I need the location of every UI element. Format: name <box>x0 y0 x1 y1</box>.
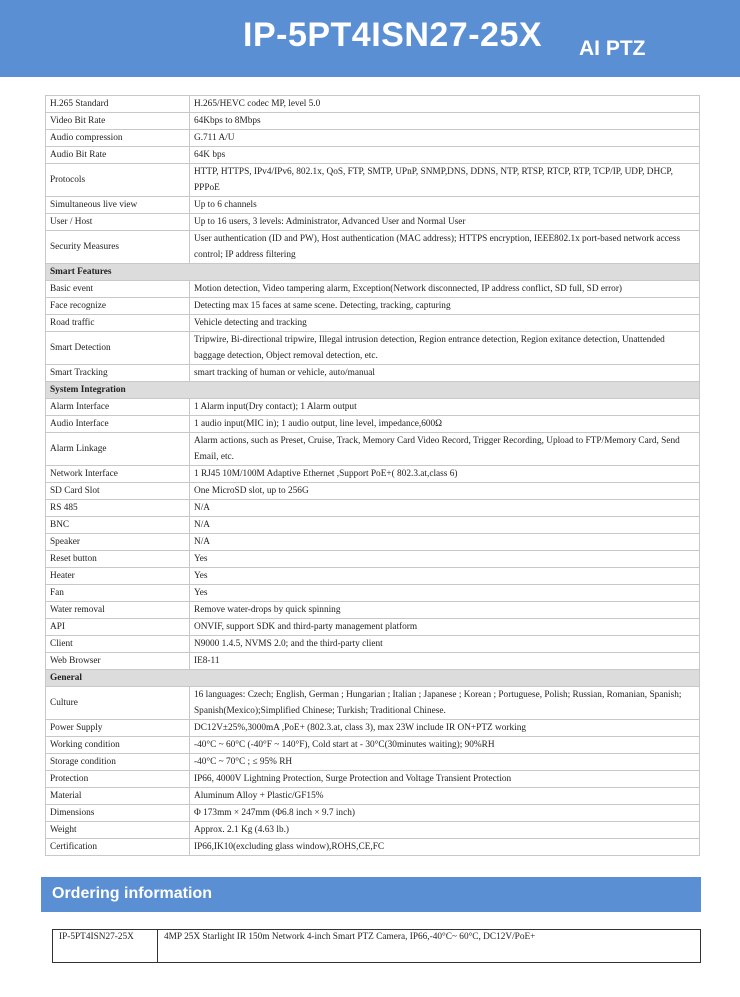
spec-key: Audio Bit Rate <box>46 147 190 164</box>
spec-value: Aluminum Alloy + Plastic/GF15% <box>190 788 700 805</box>
spec-key: Reset button <box>46 551 190 568</box>
spec-value: Approx. 2.1 Kg (4.63 lb.) <box>190 822 700 839</box>
spec-value: IP66,IK10(excluding glass window),ROHS,CE,FC <box>190 839 700 856</box>
spec-row <box>46 281 700 298</box>
ordering-model: IP-5PT4ISN27-25X <box>53 930 158 963</box>
spec-row <box>46 96 700 113</box>
spec-value: Tripwire, Bi-directional tripwire, Illegal intrusion detection, Region entrance detection, Region exitance detection, Unattended baggage detection, Object removal detection, etc. <box>190 332 700 365</box>
spec-value: Yes <box>190 585 700 602</box>
ordering-title: Ordering information <box>52 885 212 902</box>
spec-row <box>46 231 700 264</box>
spec-key: Security Measures <box>46 231 190 264</box>
spec-row <box>46 839 700 856</box>
spec-row <box>46 653 700 670</box>
ordering-description: 4MP 25X Starlight IR 150m Network 4-inch Smart PTZ Camera, IP66,-40°C~ 60°C, DC12V/PoE+ <box>158 930 701 963</box>
section-header-row <box>46 670 700 687</box>
spec-value: 1 Alarm input(Dry contact); 1 Alarm output <box>190 399 700 416</box>
spec-value: 64K bps <box>190 147 700 164</box>
spec-key: Alarm Interface <box>46 399 190 416</box>
spec-key: Heater <box>46 568 190 585</box>
spec-value: 64Kbps to 8Mbps <box>190 113 700 130</box>
spec-key: Power Supply <box>46 720 190 737</box>
page-header <box>0 0 740 77</box>
spec-key: Storage condition <box>46 754 190 771</box>
spec-row <box>46 197 700 214</box>
spec-key: Face recognize <box>46 298 190 315</box>
spec-value: Motion detection, Video tampering alarm, Exception(Network disconnected, IP address conflict, SD full, SD error) <box>190 281 700 298</box>
spec-value: User authentication (ID and PW), Host authentication (MAC address); HTTPS encryption, IEEE802.1x port-based network access control; IP address filtering <box>190 231 700 264</box>
spec-row <box>46 214 700 231</box>
spec-key: Video Bit Rate <box>46 113 190 130</box>
spec-row <box>46 365 700 382</box>
spec-key: Material <box>46 788 190 805</box>
spec-key: Simultaneous live view <box>46 197 190 214</box>
spec-row <box>46 687 700 720</box>
spec-value: Detecting max 15 faces at same scene. Detecting, tracking, capturing <box>190 298 700 315</box>
spec-key: Web Browser <box>46 653 190 670</box>
spec-value: ONVIF, support SDK and third-party management platform <box>190 619 700 636</box>
spec-key: Protection <box>46 771 190 788</box>
spec-row <box>46 585 700 602</box>
spec-row <box>46 315 700 332</box>
spec-row <box>46 517 700 534</box>
spec-value: smart tracking of human or vehicle, auto/manual <box>190 365 700 382</box>
spec-key: Smart Tracking <box>46 365 190 382</box>
section-title: System Integration <box>46 382 700 399</box>
spec-row <box>46 433 700 466</box>
spec-value: HTTP, HTTPS, IPv4/IPv6, 802.1x, QoS, FTP, SMTP, UPnP, SNMP,DNS, DDNS, NTP, RTSP, RTCP, RTP, TCP/IP, UDP, DHCP, PPPoE <box>190 164 700 197</box>
spec-value: One MicroSD slot, up to 256G <box>190 483 700 500</box>
spec-row <box>46 130 700 147</box>
spec-row <box>46 500 700 517</box>
spec-row <box>46 771 700 788</box>
spec-key: API <box>46 619 190 636</box>
spec-key: Smart Detection <box>46 332 190 365</box>
spec-value: Up to 6 channels <box>190 197 700 214</box>
spec-row <box>46 399 700 416</box>
ordering-row <box>53 930 701 963</box>
model-subtitle: AI PTZ <box>579 37 646 60</box>
spec-value: H.265/HEVC codec MP, level 5.0 <box>190 96 700 113</box>
spec-row <box>46 298 700 315</box>
spec-value: N/A <box>190 500 700 517</box>
section-title: Smart Features <box>46 264 700 281</box>
spec-key: Culture <box>46 687 190 720</box>
spec-key: Dimensions <box>46 805 190 822</box>
spec-row <box>46 788 700 805</box>
ordering-banner <box>41 877 701 912</box>
spec-key: Client <box>46 636 190 653</box>
spec-key: Basic event <box>46 281 190 298</box>
spec-value: G.711 A/U <box>190 130 700 147</box>
spec-value: Yes <box>190 568 700 585</box>
spec-key: Certification <box>46 839 190 856</box>
spec-row <box>46 754 700 771</box>
spec-row <box>46 568 700 585</box>
spec-value: N/A <box>190 534 700 551</box>
spec-key: Fan <box>46 585 190 602</box>
spec-key: User / Host <box>46 214 190 231</box>
spec-value: Vehicle detecting and tracking <box>190 315 700 332</box>
spec-row <box>46 636 700 653</box>
ordering-table <box>52 929 701 963</box>
section-title: General <box>46 670 700 687</box>
spec-value: -40°C ~ 60°C (-40°F ~ 140°F), Cold start at - 30°C(30minutes waiting); 90%RH <box>190 737 700 754</box>
spec-key: H.265 Standard <box>46 96 190 113</box>
spec-key: Audio Interface <box>46 416 190 433</box>
spec-row <box>46 822 700 839</box>
spec-row <box>46 602 700 619</box>
section-header-row <box>46 264 700 281</box>
spec-key: Protocols <box>46 164 190 197</box>
spec-key: Working condition <box>46 737 190 754</box>
spec-value: Up to 16 users, 3 levels: Administrator, Advanced User and Normal User <box>190 214 700 231</box>
spec-value: 1 RJ45 10M/100M Adaptive Ethernet ,Support PoE+( 802.3.at,class 6) <box>190 466 700 483</box>
spec-row <box>46 534 700 551</box>
spec-row <box>46 551 700 568</box>
spec-key: Weight <box>46 822 190 839</box>
spec-key: BNC <box>46 517 190 534</box>
spec-row <box>46 805 700 822</box>
model-title: IP-5PT4ISN27-25X <box>243 16 543 54</box>
spec-value: IP66, 4000V Lightning Protection, Surge Protection and Voltage Transient Protection <box>190 771 700 788</box>
spec-key: Network Interface <box>46 466 190 483</box>
spec-row <box>46 164 700 197</box>
spec-key: Road traffic <box>46 315 190 332</box>
spec-row <box>46 466 700 483</box>
spec-key: RS 485 <box>46 500 190 517</box>
spec-value: 1 audio input(MIC in); 1 audio output, line level, impedance,600Ω <box>190 416 700 433</box>
spec-value: DC12V±25%,3000mA ,PoE+ (802.3.at, class 3), max 23W include IR ON+PTZ working <box>190 720 700 737</box>
spec-key: Audio compression <box>46 130 190 147</box>
spec-row <box>46 416 700 433</box>
spec-key: SD Card Slot <box>46 483 190 500</box>
spec-key: Speaker <box>46 534 190 551</box>
spec-table <box>45 95 700 856</box>
spec-value: Alarm actions, such as Preset, Cruise, Track, Memory Card Video Record, Trigger Recording, Upload to FTP/Memory Card, Send Email, etc. <box>190 433 700 466</box>
spec-row <box>46 720 700 737</box>
spec-row <box>46 483 700 500</box>
spec-value: -40°C ~ 70°C ; ≤ 95% RH <box>190 754 700 771</box>
spec-value: Φ 173mm × 247mm (Φ6.8 inch × 9.7 inch) <box>190 805 700 822</box>
spec-value: Remove water-drops by quick spinning <box>190 602 700 619</box>
spec-value: 16 languages: Czech; English, German ; Hungarian ; Italian ; Japanese ; Korean ; Portuguese, Polish; Russian, Romanian, Spanish; Spanish(Mexico);Simplified Chinese; Turkish; Traditional Chinese. <box>190 687 700 720</box>
spec-key: Water removal <box>46 602 190 619</box>
spec-row <box>46 332 700 365</box>
spec-row <box>46 113 700 130</box>
spec-value: N9000 1.4.5, NVMS 2.0; and the third-party client <box>190 636 700 653</box>
spec-row <box>46 737 700 754</box>
spec-key: Alarm Linkage <box>46 433 190 466</box>
spec-value: Yes <box>190 551 700 568</box>
spec-value: N/A <box>190 517 700 534</box>
spec-row <box>46 619 700 636</box>
spec-value: IE8-11 <box>190 653 700 670</box>
section-header-row <box>46 382 700 399</box>
spec-row <box>46 147 700 164</box>
